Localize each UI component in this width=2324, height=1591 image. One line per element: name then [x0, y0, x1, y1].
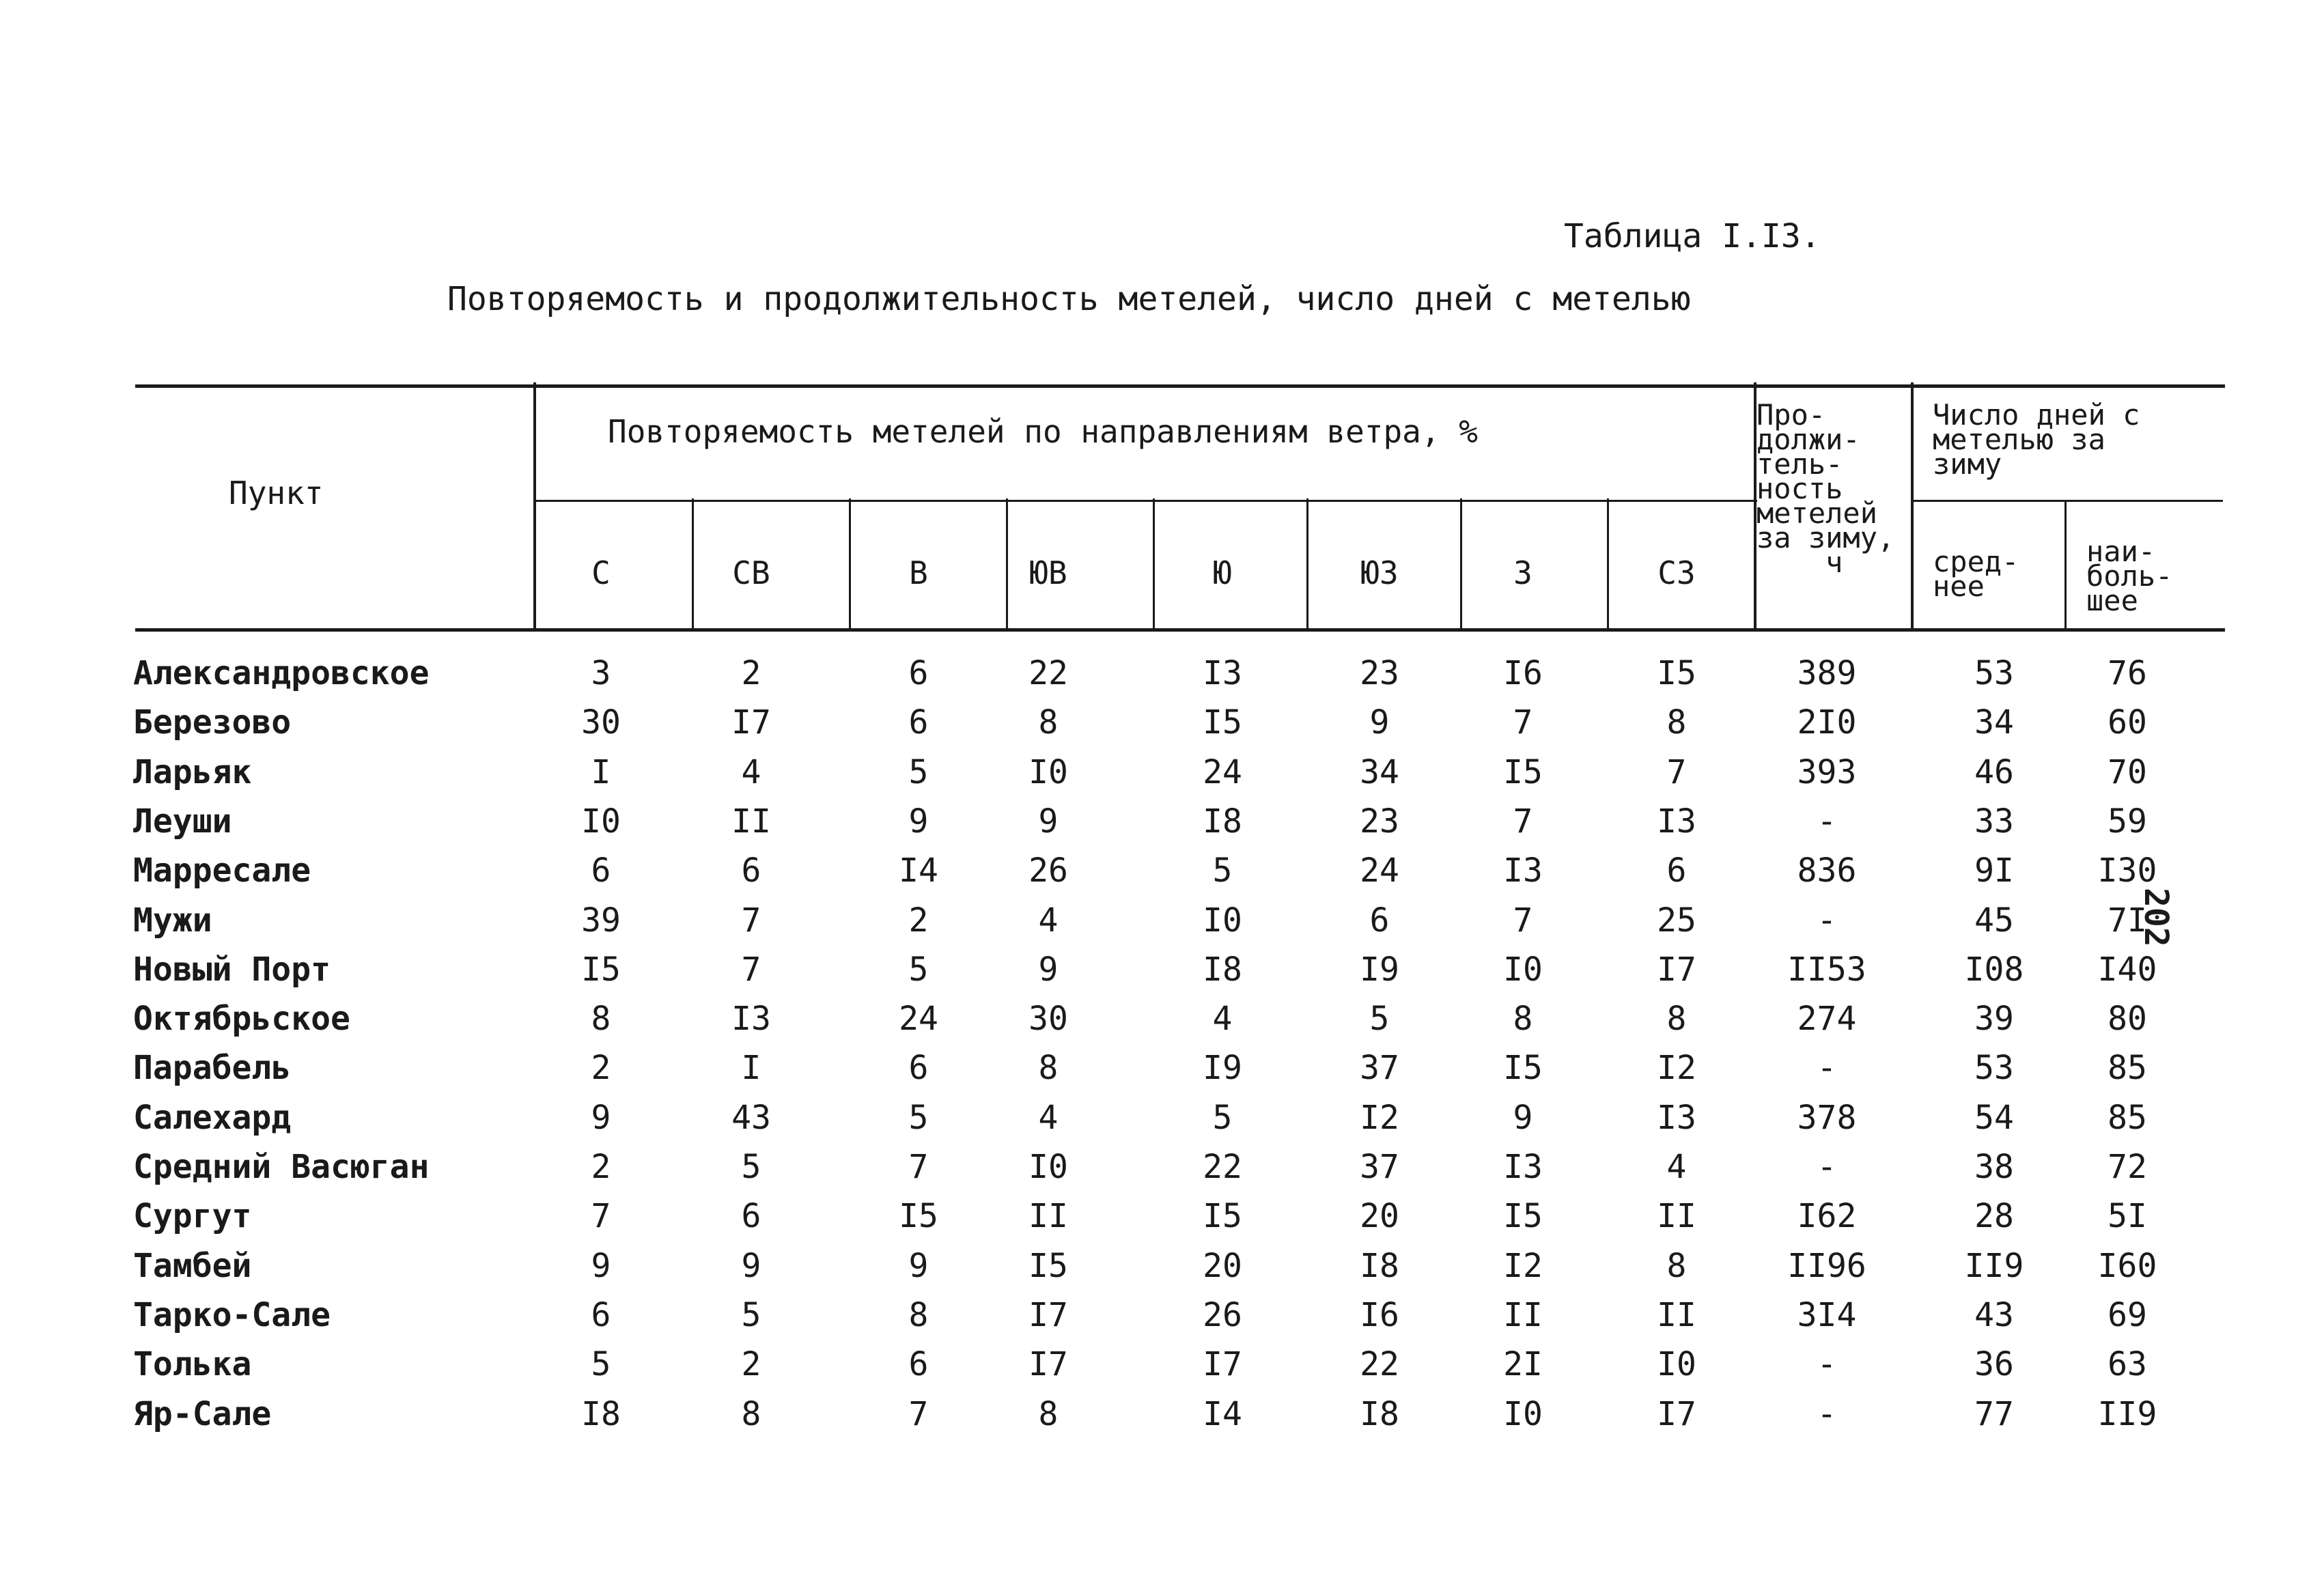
table-cell: 76: [2108, 654, 2147, 692]
table-cell: 4: [741, 752, 761, 791]
table-cell: II96: [1787, 1246, 1866, 1285]
table-cell: 5: [908, 752, 929, 791]
days-group-header: Число дней с метелью за зиму: [1933, 398, 2140, 481]
station-name: Тамбей: [133, 1246, 252, 1285]
station-name: Березово: [133, 703, 292, 742]
table-cell: 6: [591, 851, 611, 890]
table-cell: 2I0: [1797, 703, 1857, 742]
table-cell: I3: [731, 1000, 771, 1039]
station-name: Ларьяк: [133, 752, 252, 791]
table-cell: 3: [591, 654, 611, 692]
table-cell: 5: [908, 1098, 929, 1137]
table-cell: I6: [1360, 1295, 1399, 1334]
table-cell: 24: [1203, 752, 1242, 791]
table-cell: 8: [1038, 1394, 1059, 1433]
table-cell: -: [1817, 1148, 1837, 1186]
table-cell: 72: [2108, 1148, 2147, 1186]
table-cell: 7: [741, 950, 761, 989]
table-cell: I5: [1503, 1197, 1543, 1236]
table-cell: I5: [1657, 654, 1696, 692]
table-cell: 3I4: [1797, 1295, 1857, 1334]
table-cell: 53: [1974, 1049, 2014, 1088]
table-cell: I3: [1657, 1098, 1696, 1137]
table-cell: 6: [908, 1049, 929, 1088]
table-cell: I2: [1360, 1098, 1399, 1137]
table-cell: I8: [1203, 950, 1242, 989]
table-cell: I5: [1503, 752, 1543, 791]
table-cell: 43: [1974, 1295, 2014, 1334]
table-cell: 39: [581, 901, 621, 940]
table-cell: 34: [1360, 752, 1399, 791]
page-number: 202: [2137, 888, 2175, 947]
table-cell: I: [591, 752, 611, 791]
table-cell: 7: [1513, 802, 1533, 841]
direction-rule-sz: [1607, 498, 1609, 630]
table-cell: 46: [1974, 752, 2014, 791]
table-cell: 9: [1513, 1098, 1533, 1137]
table-cell: 20: [1203, 1246, 1242, 1285]
table-cell: I4: [899, 851, 938, 890]
table-cell: II53: [1787, 950, 1866, 989]
table-cell: 59: [2108, 802, 2147, 841]
table-cell: I0: [1028, 1148, 1068, 1186]
table-cell: 7: [908, 1148, 929, 1186]
table-cell: 6: [591, 1295, 611, 1334]
table-cell: I60: [2097, 1246, 2157, 1285]
table-cell: II: [1503, 1295, 1543, 1334]
table-cell: 7I: [2108, 901, 2147, 940]
table-cell: 274: [1797, 1000, 1857, 1039]
station-name: Парабель: [133, 1049, 292, 1088]
table-cell: 8: [1666, 1246, 1687, 1285]
table-cell: 7: [591, 1197, 611, 1236]
station-column-rule: [533, 382, 536, 630]
table-cell: 8: [1513, 1000, 1533, 1039]
table-cell: 2: [591, 1148, 611, 1186]
station-name: Тарко-Сале: [133, 1295, 331, 1334]
table-cell: 37: [1360, 1049, 1399, 1088]
table-cell: I8: [1360, 1246, 1399, 1285]
direction-header: С: [591, 554, 611, 591]
table-cell: I5: [1503, 1049, 1543, 1088]
table-cell: 5: [1369, 1000, 1390, 1039]
table-cell: II9: [1964, 1246, 2024, 1285]
table-cell: 4: [1212, 1000, 1233, 1039]
table-cell: I7: [1028, 1345, 1068, 1384]
table-cell: 8: [1038, 703, 1059, 742]
table-cell: II: [731, 802, 771, 841]
table-cell: 37: [1360, 1148, 1399, 1186]
table-cell: 9: [591, 1246, 611, 1285]
table-cell: I7: [731, 703, 771, 742]
station-name: Новый Порт: [133, 950, 331, 989]
table-cell: 9: [908, 1246, 929, 1285]
wind-group-header: Повторяемость метелей по направлениям ветра, %: [608, 413, 1478, 450]
table-cell: 2: [908, 901, 929, 940]
table-cell: I9: [1203, 1049, 1242, 1088]
table-cell: -: [1817, 1345, 1837, 1384]
table-cell: I2: [1503, 1246, 1543, 1285]
table-cell: 25: [1657, 901, 1696, 940]
direction-rule-v: [849, 498, 851, 630]
table-cell: 9: [1369, 703, 1390, 742]
table-cell: 43: [731, 1098, 771, 1137]
table-cell: 24: [1360, 851, 1399, 890]
table-cell: 34: [1974, 703, 2014, 742]
table-cell: 30: [581, 703, 621, 742]
table-cell: 5I: [2108, 1197, 2147, 1236]
table-cell: 5: [1212, 851, 1233, 890]
table-cell: -: [1817, 802, 1837, 841]
table-cell: II9: [2097, 1394, 2157, 1433]
table-cell: I0: [581, 802, 621, 841]
table-cell: I0: [1657, 1345, 1696, 1384]
table-cell: 7: [1513, 901, 1533, 940]
table-cell: I08: [1964, 950, 2024, 989]
table-cell: 33: [1974, 802, 2014, 841]
table-cell: 6: [908, 654, 929, 692]
station-name: Леуши: [133, 802, 232, 841]
table-cell: 80: [2108, 1000, 2147, 1039]
table-cell: I9: [1360, 950, 1399, 989]
table-cell: 393: [1797, 752, 1857, 791]
direction-header: СВ: [732, 554, 770, 591]
table-cell: 6: [741, 1197, 761, 1236]
table-cell: 22: [1203, 1148, 1242, 1186]
days-header-rule: [1912, 500, 2223, 502]
table-cell: 8: [908, 1295, 929, 1334]
table-cell: 5: [591, 1345, 611, 1384]
table-cell: 20: [1360, 1197, 1399, 1236]
table-cell: 389: [1797, 654, 1857, 692]
table-cell: 30: [1028, 1000, 1068, 1039]
days-sub-rule: [2064, 500, 2067, 630]
table-cell: 4: [1038, 1098, 1059, 1137]
table-cell: I5: [1028, 1246, 1068, 1285]
table-cell: 7: [741, 901, 761, 940]
direction-header: ЮВ: [1029, 554, 1067, 591]
days-column-rule: [1911, 382, 1914, 630]
table-cell: I7: [1203, 1345, 1242, 1384]
table-cell: 53: [1974, 654, 2014, 692]
table-cell: 7: [1513, 703, 1533, 742]
table-cell: 2: [591, 1049, 611, 1088]
table-cell: 5: [1212, 1098, 1233, 1137]
direction-header: ЮЗ: [1360, 554, 1399, 591]
table-cell: I5: [899, 1197, 938, 1236]
table-cell: 6: [908, 1345, 929, 1384]
header-mid-rule: [535, 500, 1757, 502]
table-cell: I5: [581, 950, 621, 989]
table-cell: 85: [2108, 1098, 2147, 1137]
table-cell: II: [1028, 1197, 1068, 1236]
table-cell: 8: [591, 1000, 611, 1039]
table-cell: I7: [1657, 1394, 1696, 1433]
direction-rule-z: [1460, 498, 1462, 630]
table-cell: 8: [1666, 1000, 1687, 1039]
table-cell: 836: [1797, 851, 1857, 890]
table-cell: I0: [1503, 1394, 1543, 1433]
direction-header: СЗ: [1657, 554, 1696, 591]
station-name: Толька: [133, 1345, 252, 1384]
table-cell: 26: [1203, 1295, 1242, 1334]
table-cell: 4: [1038, 901, 1059, 940]
table-cell: I30: [2097, 851, 2157, 890]
direction-rule-sv: [692, 498, 694, 630]
table-cell: 24: [899, 1000, 938, 1039]
table-cell: 28: [1974, 1197, 2014, 1236]
table-cell: I3: [1503, 851, 1543, 890]
table-cell: 7: [908, 1394, 929, 1433]
table-cell: 9: [1038, 950, 1059, 989]
table-cell: 4: [1666, 1148, 1687, 1186]
table-cell: 6: [1666, 851, 1687, 890]
table-cell: I8: [1360, 1394, 1399, 1433]
table-cell: I5: [1203, 703, 1242, 742]
table-cell: I: [741, 1049, 761, 1088]
direction-header: З: [1513, 554, 1532, 591]
direction-header: Ю: [1213, 554, 1232, 591]
table-cell: II: [1657, 1295, 1696, 1334]
station-name: Сургут: [133, 1197, 252, 1236]
table-cell: 85: [2108, 1049, 2147, 1088]
station-name: Октябрьское: [133, 1000, 350, 1039]
table-cell: I3: [1657, 802, 1696, 841]
table-cell: 2I: [1503, 1345, 1543, 1384]
table-cell: 39: [1974, 1000, 2014, 1039]
station-header: Пункт: [229, 475, 324, 511]
table-cell: I0: [1503, 950, 1543, 989]
table-cell: I8: [1203, 802, 1242, 841]
table-cell: I2: [1657, 1049, 1696, 1088]
table-cell: 60: [2108, 703, 2147, 742]
table-cell: I7: [1657, 950, 1696, 989]
station-name: Мужи: [133, 901, 212, 940]
table-cell: 22: [1028, 654, 1068, 692]
table-cell: 22: [1360, 1345, 1399, 1384]
table-cell: 38: [1974, 1148, 2014, 1186]
table-cell: 6: [1369, 901, 1390, 940]
station-name: Яр-Сале: [133, 1394, 272, 1433]
table-cell: 6: [908, 703, 929, 742]
direction-header: В: [909, 554, 928, 591]
station-name: Марресале: [133, 851, 311, 890]
station-name: Александровское: [133, 654, 430, 692]
table-cell: 9: [741, 1246, 761, 1285]
table-cell: I3: [1203, 654, 1242, 692]
table-cell: 5: [741, 1295, 761, 1334]
table-cell: I0: [1203, 901, 1242, 940]
table-cell: 54: [1974, 1098, 2014, 1137]
station-name: Салехард: [133, 1098, 292, 1137]
table-cell: 378: [1797, 1098, 1857, 1137]
days-max-header: наи- боль- шее: [2086, 535, 2173, 617]
table-cell: 9I: [1974, 851, 2014, 890]
table-cell: I40: [2097, 950, 2157, 989]
table-cell: 77: [1974, 1394, 2014, 1433]
table-cell: I4: [1203, 1394, 1242, 1433]
table-cell: I3: [1503, 1148, 1543, 1186]
table-cell: I0: [1028, 752, 1068, 791]
table-cell: 5: [908, 950, 929, 989]
station-name: Средний Васюган: [133, 1148, 430, 1186]
table-cell: I8: [581, 1394, 621, 1433]
table-cell: -: [1817, 901, 1837, 940]
table-cell: 2: [741, 654, 761, 692]
table-cell: 9: [1038, 802, 1059, 841]
table-cell: 63: [2108, 1345, 2147, 1384]
direction-rule-yuz: [1306, 498, 1308, 630]
table-cell: 23: [1360, 654, 1399, 692]
table-cell: I6: [1503, 654, 1543, 692]
table-cell: 26: [1028, 851, 1068, 890]
table-title: Повторяемость и продолжительность метелей, число дней с метелью: [447, 280, 1691, 318]
table-cell: II: [1657, 1197, 1696, 1236]
table-label: Таблица I.I3.: [1564, 217, 1821, 255]
table-cell: I5: [1203, 1197, 1242, 1236]
table-cell: -: [1817, 1049, 1837, 1088]
table-cell: 8: [741, 1394, 761, 1433]
table-cell: I7: [1028, 1295, 1068, 1334]
direction-rule-yu: [1153, 498, 1155, 630]
days-mean-header: сред- нее: [1933, 545, 2019, 603]
table-cell: 45: [1974, 901, 2014, 940]
table-cell: 8: [1666, 703, 1687, 742]
table-cell: 8: [1038, 1049, 1059, 1088]
duration-header: Про- должи- тель- ность метелей за зиму, ч: [1756, 398, 1895, 579]
table-cell: 23: [1360, 802, 1399, 841]
table-cell: -: [1817, 1394, 1837, 1433]
table-cell: I62: [1797, 1197, 1857, 1236]
table-cell: 36: [1974, 1345, 2014, 1384]
table-cell: 6: [741, 851, 761, 890]
table-cell: 2: [741, 1345, 761, 1384]
table-cell: 9: [591, 1098, 611, 1137]
table-cell: 69: [2108, 1295, 2147, 1334]
table-cell: 70: [2108, 752, 2147, 791]
table-cell: 9: [908, 802, 929, 841]
table-cell: 5: [741, 1148, 761, 1186]
table-cell: 7: [1666, 752, 1687, 791]
